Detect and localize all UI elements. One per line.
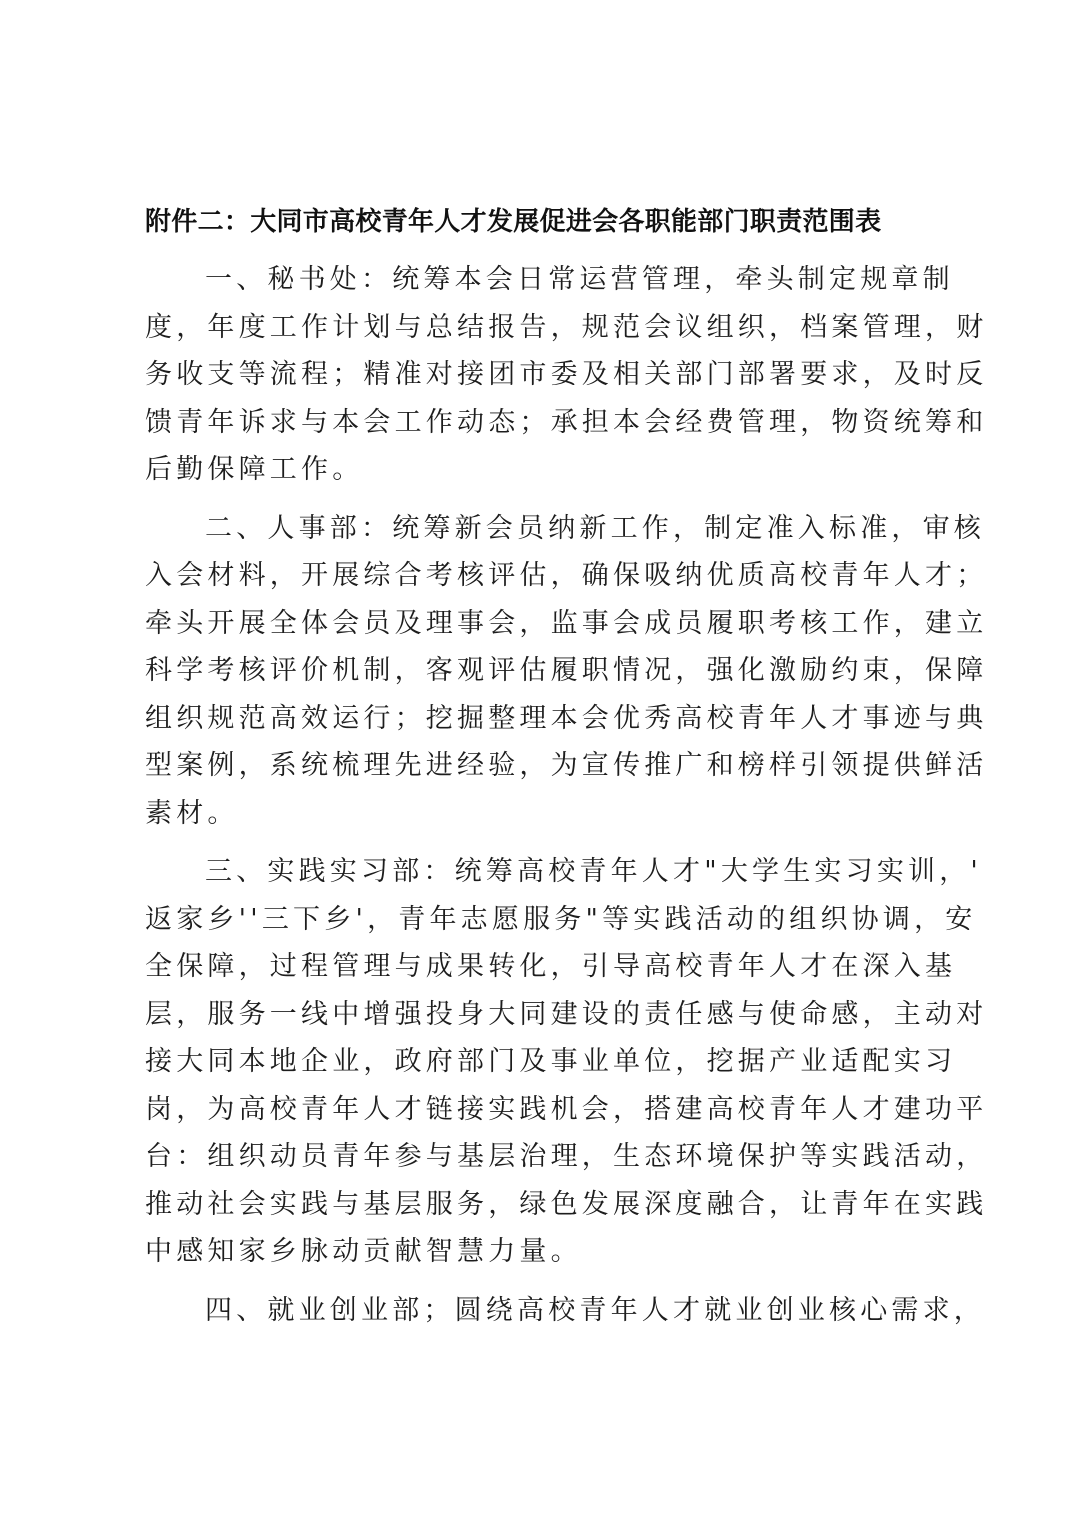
paragraph-line: 度，年度工作计划与总结报告，规范会议组织，档案管理，财 (145, 311, 988, 343)
paragraph-line: 型案例，系统梳理先进经验，为宣传推广和榜样引领提供鲜活 (145, 750, 988, 781)
paragraph-employment-entrepreneurship (145, 1287, 985, 1335)
paragraph-line: 层，服务一线中增强投身大同建设的责任感与使命感，主动对 (145, 998, 988, 1030)
paragraph-line: 组织规范高效运行；挖掘整理本会优秀高校青年人才事迹与典 (145, 702, 988, 734)
paragraph-line: 素材。 (145, 797, 239, 829)
paragraph-line: 全保障，过程管理与成果转化，引导高校青年人才在深入基 (145, 951, 957, 982)
document-title: 附件二：大同市高校青年人才发展促进会各职能部门职责范围表 (145, 207, 882, 237)
paragraph-practice-internship (145, 848, 988, 1276)
paragraph-line: 接大同本地企业，政府部门及事业单位，挖据产业适配实习 (145, 1046, 957, 1077)
paragraph-line: 二、人事部：统筹新会员纳新工作，制定准入标准，审核 (205, 512, 985, 544)
paragraph-line: 台：组织动员青年参与基层治理，生态环境保护等实践活动， (145, 1141, 988, 1172)
paragraph-line: 三、实践实习部：统筹高校青年人才"大学生实习实训，' (205, 856, 983, 887)
paragraph-line: 一、秘书处：统筹本会日常运营管理，牵头制定规章制 (205, 264, 954, 295)
paragraph-line: 科学考核评价机制，客观评估履职情况，强化激励约束，保障 (145, 655, 988, 686)
paragraph-personnel (145, 505, 988, 838)
paragraph-line: 馈青年诉求与本会工作动态；承担本会经费管理，物资统筹和 (145, 406, 988, 438)
document-body (145, 256, 988, 1345)
paragraph-line: 四、就业创业部；圆绕高校青年人才就业创业核心需求， (205, 1294, 985, 1326)
paragraph-line: 后勤保障工作。 (145, 454, 364, 485)
paragraph-line: 推动社会实践与基层服务，绿色发展深度融合，让青年在实践 (145, 1188, 988, 1220)
paragraph-line: 牵头开展全体会员及理事会，监事会成员履职考核工作，建立 (145, 607, 988, 639)
paragraph-secretariat (145, 256, 988, 494)
paragraph-line: 中感知家乡脉动贡献智慧力量。 (145, 1236, 582, 1267)
paragraph-line: 岗，为高校青年人才链接实践机会，搭建高校青年人才建功平 (145, 1093, 988, 1125)
paragraph-line: 入会材料，开展综合考核评估，确保吸纳优质高校青年人才； (145, 560, 988, 591)
paragraph-line: 务收支等流程；精准对接团市委及相关部门部署要求，及时反 (145, 359, 988, 390)
paragraph-line: 返家乡''三下乡'，青年志愿服务"等实践活动的组织协调，安 (145, 903, 977, 935)
